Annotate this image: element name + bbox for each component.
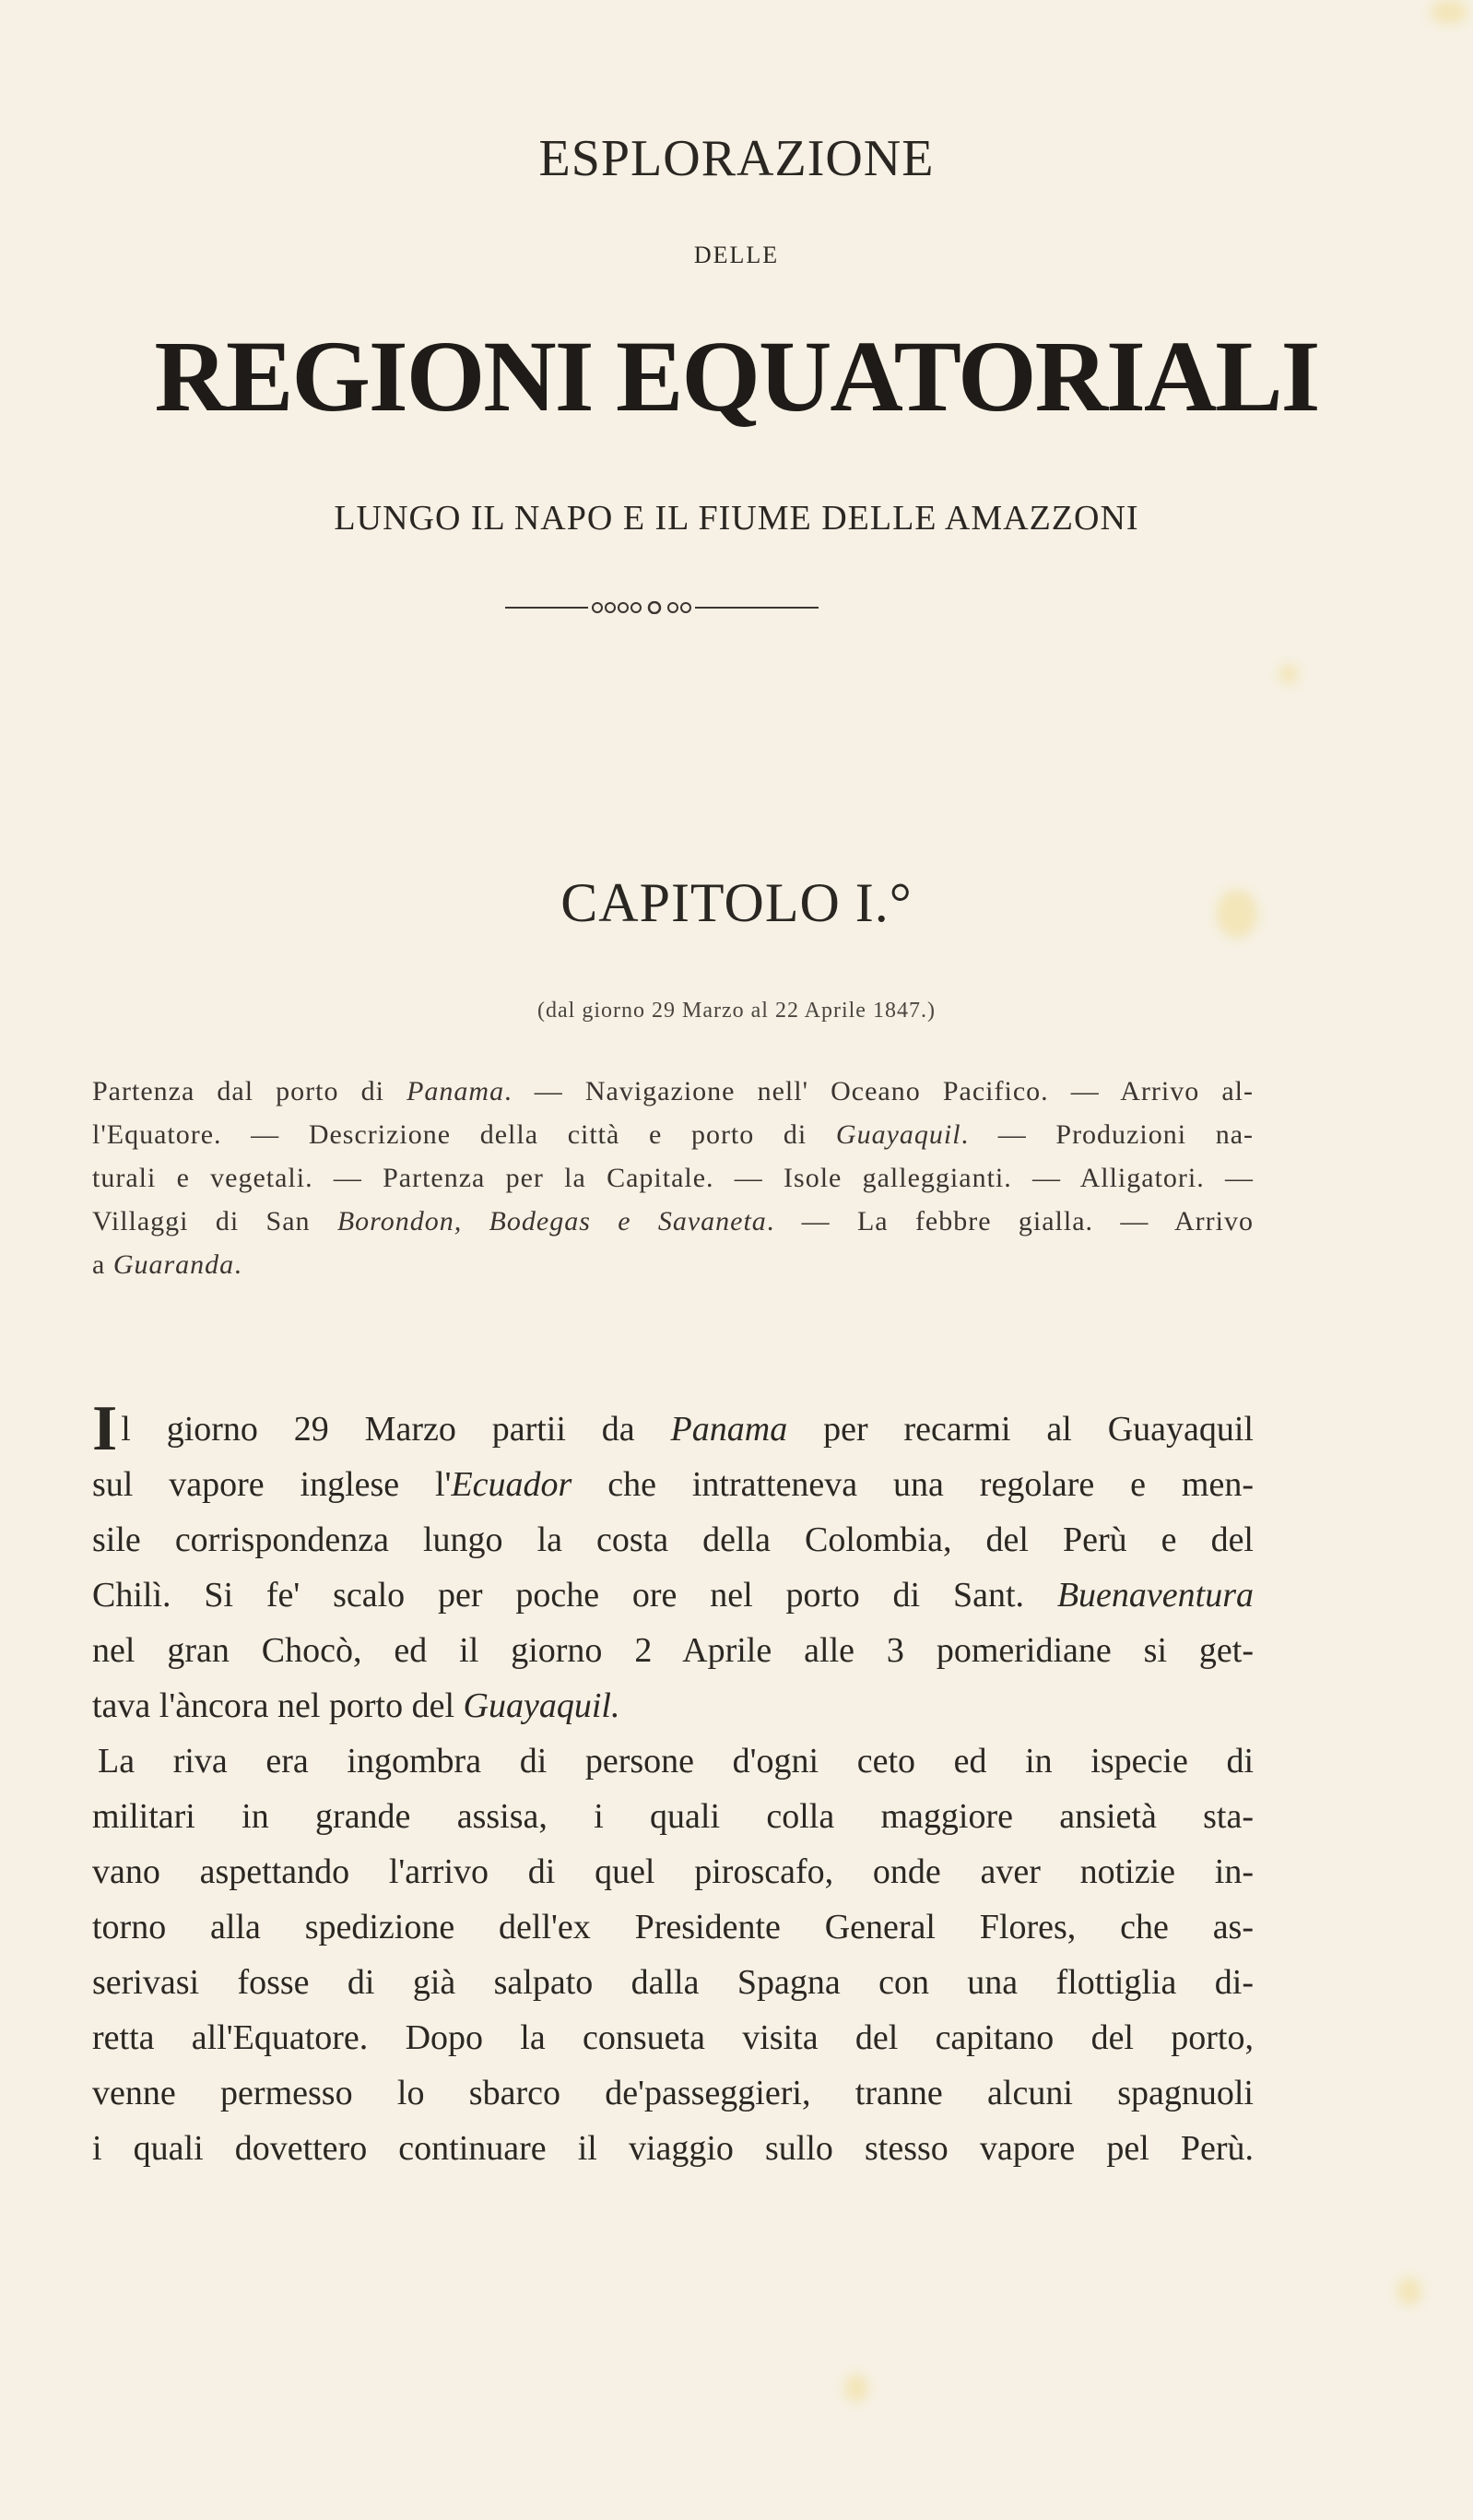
title-line-2: DELLE [693,242,780,268]
foxing-spot [1397,2277,1421,2305]
title-main: REGIONI EQUATORIALI [154,320,1319,432]
body-line: sile corrispondenza lungo la costa della Colombia, del Perù e del [92,1520,1254,1559]
body-line: i quali dovettero continuare il viaggio sullo stesso vapore pel Perù. [92,2129,1254,2168]
chapter-dates: (dal giorno 29 Marzo al 22 Aprile 1847.) [537,999,936,1023]
foxing-spot [844,2374,868,2402]
body-line: nel gran Chocò, ed il giorno 2 Aprile alle 3 pomeridiane si get- [92,1631,1254,1670]
summary-line: l'Equatore. — Descrizione della città e porto di Guayaquil. — Produzioni na- [92,1119,1254,1150]
body-line: vano aspettando l'arrivo di quel piroscafo, onde aver notizie in- [92,1852,1254,1891]
body-line: torno alla spedizione dell'ex Presidente General Flores, che as- [92,1908,1254,1946]
body-line: militari in grande assisa, i quali colla maggiore ansietà sta- [92,1797,1254,1836]
chapter-heading: CAPITOLO I.° [560,872,913,933]
summary-line: a Guaranda. [92,1249,242,1280]
drop-cap: I [92,1402,118,1457]
summary-line: Partenza dal porto di Panama. — Navigazione nell' Oceano Pacifico. — Arrivo al- [92,1076,1254,1106]
body-text [92,1402,1254,2176]
summary-line: turali e vegetali. — Partenza per la Capitale. — Isole galleggianti. — Alligatori. — [92,1163,1254,1193]
body-line: sul vapore inglese l'Ecuador che intratteneva una regolare e men- [92,1465,1254,1504]
ornamental-divider [505,601,819,614]
body-line: La riva era ingombra di persone d'ogni ceto ed in ispecie di [98,1742,1254,1781]
title-line-1: ESPLORAZIONE [538,130,935,187]
chapter-summary [92,1070,1254,1286]
summary-line: Villaggi di San Borondon, Bodegas e Savaneta. — La febbre gialla. — Arrivo [92,1206,1254,1236]
body-line: venne permesso lo sbarco de'passeggieri, tranne alcuni spagnuoli [92,2074,1254,2112]
title-subtitle: LUNGO IL NAPO E IL FIUME DELLE AMAZZONI [334,499,1139,538]
body-line: Il giorno 29 Marzo partii da Panama per recarmi al Guayaquil [92,1402,1254,1457]
body-line: tava l'àncora nel porto del Guayaquil. [92,1686,620,1725]
body-line: Chilì. Si fe' scalo per poche ore nel porto di Sant. Buenaventura [92,1576,1254,1615]
foxing-spot [1279,664,1298,684]
foxing-spot [1431,0,1467,24]
body-line: serivasi fosse di già salpato dalla Spagna con una flottiglia di- [92,1963,1254,2002]
body-line: retta all'Equatore. Dopo la consueta visita del capitano del porto, [92,2018,1254,2057]
